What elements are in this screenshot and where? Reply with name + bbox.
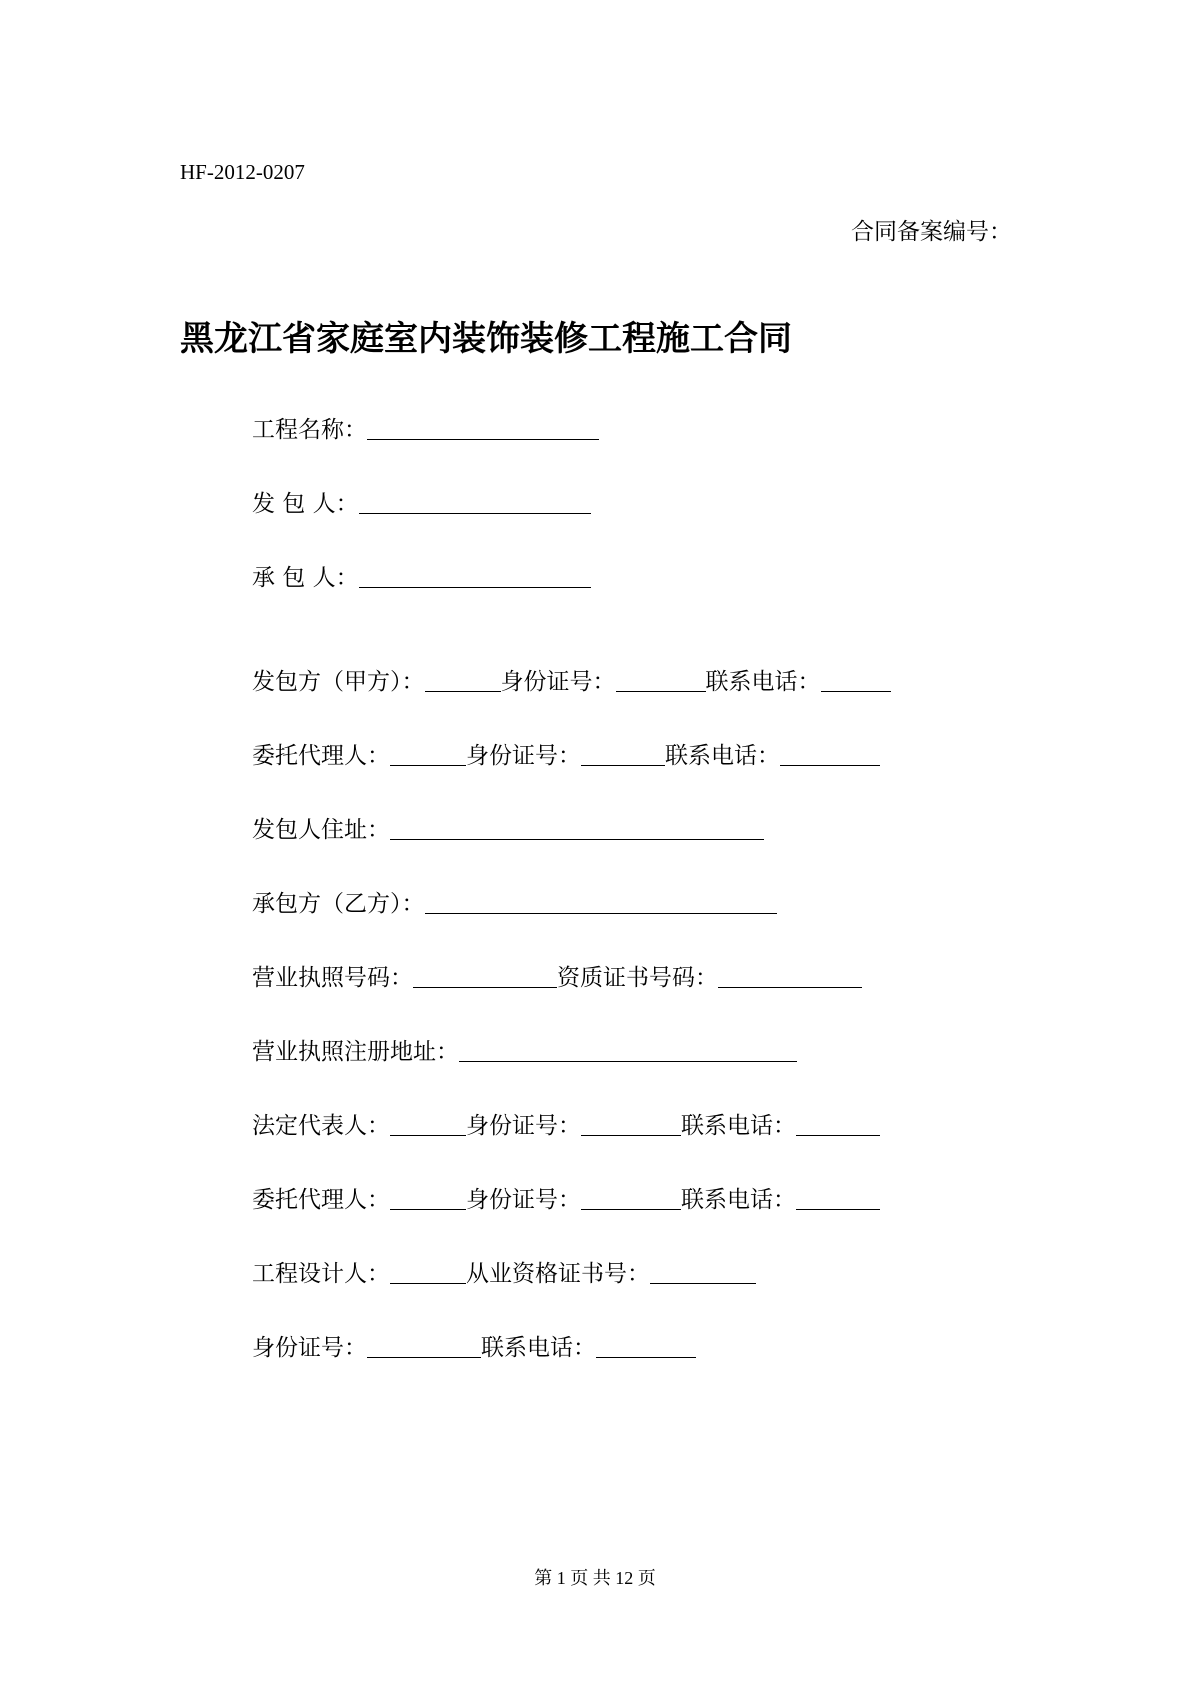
contractor-blank[interactable] <box>359 563 591 588</box>
party-a-address-blank[interactable] <box>390 815 764 840</box>
party-a-agent-id-label: 身份证号： <box>466 743 581 769</box>
party-b-legal-rep-label: 法定代表人： <box>252 1113 390 1139</box>
employer-blank[interactable] <box>359 489 591 514</box>
party-b-license-blank[interactable] <box>413 963 557 988</box>
party-a-blank[interactable] <box>425 667 501 692</box>
party-a-id-label: 身份证号： <box>500 669 616 695</box>
party-a-agent-id-blank[interactable] <box>581 741 665 766</box>
party-b-agent-label: 委托代理人： <box>252 1187 390 1213</box>
party-b-agent-id-blank[interactable] <box>581 1185 681 1210</box>
party-b-agent-blank[interactable] <box>390 1185 466 1210</box>
party-b-license-row <box>252 963 862 993</box>
party-b-license-label: 营业执照号码： <box>252 965 413 991</box>
party-b-legal-rep-id-blank[interactable] <box>581 1111 681 1136</box>
filing-number-label: 合同备案编号： <box>851 219 1012 245</box>
project-name-blank[interactable] <box>367 415 599 440</box>
designer-blank[interactable] <box>390 1259 466 1284</box>
party-b-row <box>252 889 777 919</box>
party-b-legal-rep-row <box>252 1111 880 1141</box>
designer-id-blank[interactable] <box>367 1333 481 1358</box>
party-a-label: 发包方（甲方）： <box>252 669 425 695</box>
party-b-legal-rep-phone-blank[interactable] <box>796 1111 880 1136</box>
party-b-label: 承包方（乙方）： <box>252 891 425 917</box>
page-number: 第 1 页 共 12 页 <box>534 1568 656 1588</box>
contractor-label: 承 包 人： <box>252 565 359 591</box>
party-a-phone-label: 联系电话： <box>705 669 821 695</box>
project-name-row <box>252 415 599 445</box>
party-a-id-blank[interactable] <box>616 667 706 692</box>
contractor-row <box>252 563 591 593</box>
document-title: 黑龙江省家庭室内装饰装修工程施工合同 <box>180 319 792 359</box>
party-b-reg-address-row <box>252 1037 797 1067</box>
designer-cert-label: 从业资格证书号： <box>466 1261 650 1287</box>
party-b-agent-row <box>252 1185 880 1215</box>
designer-id-row <box>252 1333 696 1363</box>
party-a-agent-phone-label: 联系电话： <box>665 743 780 769</box>
party-b-reg-address-label: 营业执照注册地址： <box>252 1039 459 1065</box>
party-a-address-row <box>252 815 764 845</box>
party-a-agent-blank[interactable] <box>390 741 466 766</box>
party-b-legal-rep-id-label: 身份证号： <box>466 1113 581 1139</box>
party-b-legal-rep-blank[interactable] <box>390 1111 466 1136</box>
party-a-address-label: 发包人住址： <box>252 817 390 843</box>
party-a-agent-row <box>252 741 880 771</box>
designer-phone-label: 联系电话： <box>481 1335 596 1361</box>
party-b-agent-id-label: 身份证号： <box>466 1187 581 1213</box>
party-b-agent-phone-blank[interactable] <box>796 1185 880 1210</box>
designer-cert-blank[interactable] <box>650 1259 756 1284</box>
designer-label: 工程设计人： <box>252 1261 390 1287</box>
party-b-reg-address-blank[interactable] <box>459 1037 797 1062</box>
party-b-qualification-label: 资质证书号码： <box>557 965 718 991</box>
employer-row <box>252 489 591 519</box>
designer-row <box>252 1259 756 1289</box>
party-b-legal-rep-phone-label: 联系电话： <box>681 1113 796 1139</box>
party-a-phone-blank[interactable] <box>821 667 891 692</box>
party-b-qualification-blank[interactable] <box>718 963 862 988</box>
project-name-label: 工程名称： <box>252 417 367 443</box>
employer-label: 发 包 人： <box>252 491 359 517</box>
party-a-agent-label: 委托代理人： <box>252 743 390 769</box>
party-b-blank[interactable] <box>425 889 777 914</box>
party-a-row <box>252 667 891 697</box>
designer-phone-blank[interactable] <box>596 1333 696 1358</box>
document-code: HF-2012-0207 <box>180 160 305 184</box>
designer-id-label: 身份证号： <box>252 1335 367 1361</box>
party-b-agent-phone-label: 联系电话： <box>681 1187 796 1213</box>
party-a-agent-phone-blank[interactable] <box>780 741 880 766</box>
